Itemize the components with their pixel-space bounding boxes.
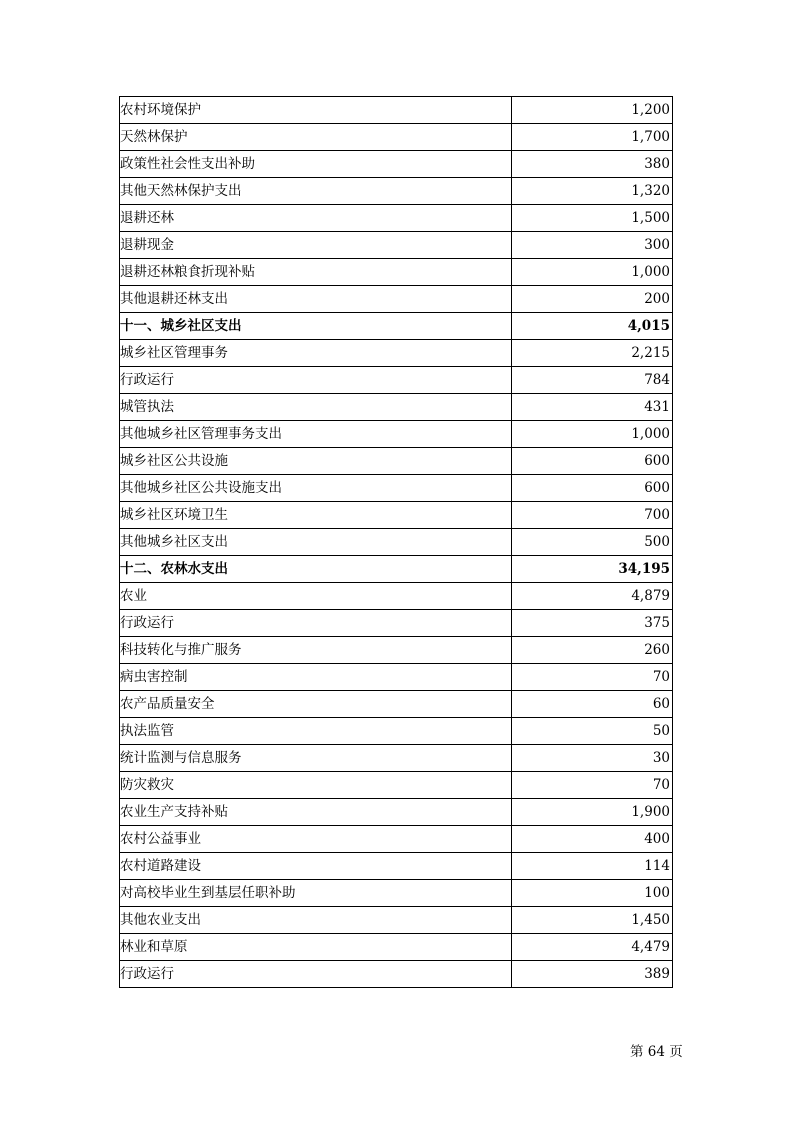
item-amount: 100 [512, 880, 673, 907]
item-row [120, 394, 673, 421]
subcategory-row [120, 205, 673, 232]
item-name: 行政运行 [120, 367, 512, 394]
item-row [120, 880, 673, 907]
item-amount: 2,215 [512, 340, 673, 367]
item-row [120, 610, 673, 637]
item-name: 农村环境保护 [120, 97, 512, 124]
item-row [120, 232, 673, 259]
item-name: 城管执法 [120, 394, 512, 421]
item-name: 城乡社区公共设施 [120, 448, 512, 475]
item-amount: 400 [512, 826, 673, 853]
item-amount: 4,879 [512, 583, 673, 610]
item-name: 执法监管 [120, 718, 512, 745]
item-name: 农业 [120, 583, 512, 610]
item-amount: 380 [512, 151, 673, 178]
item-name: 农业生产支持补贴 [120, 799, 512, 826]
item-amount: 114 [512, 853, 673, 880]
item-name: 统计监测与信息服务 [120, 745, 512, 772]
subcategory-row [120, 448, 673, 475]
item-row [120, 637, 673, 664]
item-row [120, 664, 673, 691]
item-name: 农村公益事业 [120, 826, 512, 853]
item-row [120, 961, 673, 988]
item-name: 其他城乡社区公共设施支出 [120, 475, 512, 502]
item-row [120, 772, 673, 799]
item-name: 其他农业支出 [120, 907, 512, 934]
item-name: 城乡社区管理事务 [120, 340, 512, 367]
item-amount: 260 [512, 637, 673, 664]
item-amount: 70 [512, 664, 673, 691]
item-row [120, 745, 673, 772]
item-amount: 1,000 [512, 259, 673, 286]
item-amount: 500 [512, 529, 673, 556]
item-amount: 1,450 [512, 907, 673, 934]
item-row [120, 853, 673, 880]
item-amount: 431 [512, 394, 673, 421]
item-name: 农村道路建设 [120, 853, 512, 880]
item-name: 行政运行 [120, 961, 512, 988]
subcategory-row [120, 934, 673, 961]
item-amount: 1,500 [512, 205, 673, 232]
item-name: 其他天然林保护支出 [120, 178, 512, 205]
item-amount: 4,479 [512, 934, 673, 961]
subcategory-row [120, 502, 673, 529]
item-name: 十二、农林水支出 [120, 556, 512, 583]
item-name: 其他城乡社区管理事务支出 [120, 421, 512, 448]
item-amount: 70 [512, 772, 673, 799]
item-name: 科技转化与推广服务 [120, 637, 512, 664]
category-row [120, 556, 673, 583]
subcategory-row [120, 340, 673, 367]
item-name: 病虫害控制 [120, 664, 512, 691]
item-row [120, 718, 673, 745]
item-name: 政策性社会性支出补助 [120, 151, 512, 178]
item-row [120, 178, 673, 205]
item-amount: 200 [512, 286, 673, 313]
page-number: 第 64 页 [630, 1044, 683, 1060]
item-name: 行政运行 [120, 610, 512, 637]
item-name: 对高校毕业生到基层任职补助 [120, 880, 512, 907]
item-row [120, 826, 673, 853]
item-amount: 1,200 [512, 97, 673, 124]
item-name: 其他退耕还林支出 [120, 286, 512, 313]
subcategory-row [120, 583, 673, 610]
item-row [120, 151, 673, 178]
item-name: 其他城乡社区支出 [120, 529, 512, 556]
item-amount: 300 [512, 232, 673, 259]
item-row [120, 799, 673, 826]
subcategory-row [120, 124, 673, 151]
item-name: 林业和草原 [120, 934, 512, 961]
item-amount: 1,900 [512, 799, 673, 826]
item-amount: 600 [512, 475, 673, 502]
item-row [120, 97, 673, 124]
item-amount: 1,700 [512, 124, 673, 151]
item-name: 防灾救灾 [120, 772, 512, 799]
budget-table-body [120, 97, 673, 988]
item-name: 退耕还林粮食折现补贴 [120, 259, 512, 286]
item-amount: 60 [512, 691, 673, 718]
item-row [120, 286, 673, 313]
item-name: 城乡社区环境卫生 [120, 502, 512, 529]
item-row [120, 907, 673, 934]
item-amount: 4,015 [512, 313, 673, 340]
item-row [120, 691, 673, 718]
budget-table [119, 96, 673, 988]
item-name: 退耕还林 [120, 205, 512, 232]
item-amount: 389 [512, 961, 673, 988]
item-amount: 375 [512, 610, 673, 637]
item-amount: 784 [512, 367, 673, 394]
category-row [120, 313, 673, 340]
item-amount: 1,000 [512, 421, 673, 448]
item-amount: 700 [512, 502, 673, 529]
item-amount: 600 [512, 448, 673, 475]
item-amount: 30 [512, 745, 673, 772]
item-row [120, 421, 673, 448]
item-name: 天然林保护 [120, 124, 512, 151]
item-row [120, 475, 673, 502]
item-amount: 1,320 [512, 178, 673, 205]
item-name: 农产品质量安全 [120, 691, 512, 718]
item-amount: 34,195 [512, 556, 673, 583]
item-name: 十一、城乡社区支出 [120, 313, 512, 340]
item-row [120, 367, 673, 394]
item-name: 退耕现金 [120, 232, 512, 259]
item-row [120, 259, 673, 286]
item-amount: 50 [512, 718, 673, 745]
subcategory-row [120, 529, 673, 556]
